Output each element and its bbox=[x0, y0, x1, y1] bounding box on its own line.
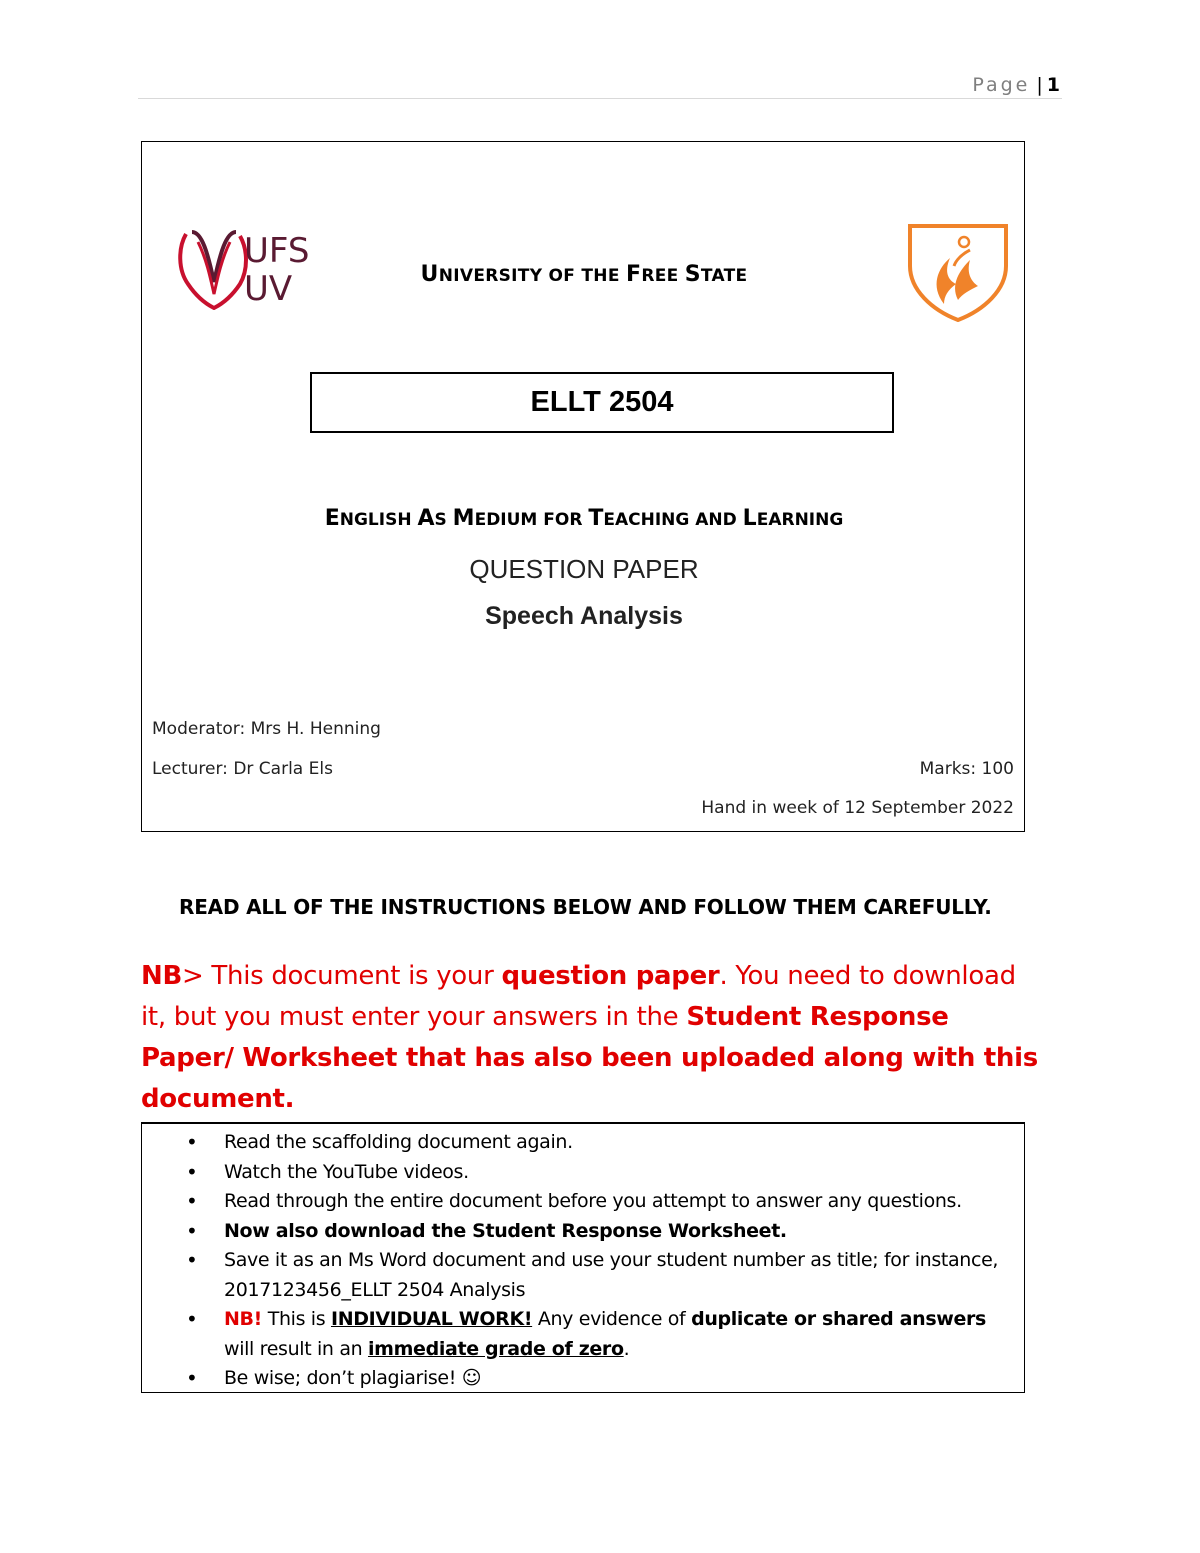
list-item: • Read the scaffolding document again. bbox=[142, 1128, 1002, 1158]
course-name: ENGLISH AS MEDIUM FOR TEACHING AND LEARNING bbox=[324, 506, 844, 531]
list-item: • Save it as an Ms Word document and use your student number as title; for instance, 2017123456_ELLT 2504 Analysis bbox=[142, 1246, 1002, 1305]
course-code: ELLT 2504 bbox=[530, 386, 674, 418]
instructions-box bbox=[141, 1122, 1025, 1393]
header-divider bbox=[138, 98, 1062, 99]
paper-type: QUESTION PAPER bbox=[469, 554, 699, 584]
list-item: • Be wise; don’t plagiarise! ☺ bbox=[142, 1364, 1002, 1394]
page-number: 1 bbox=[1046, 74, 1060, 96]
cover-box bbox=[141, 141, 1025, 832]
faculty-shield-icon bbox=[904, 220, 1012, 322]
moderator: Moderator: Mrs H. Henning bbox=[152, 719, 381, 739]
svg-text:UV: UV bbox=[244, 269, 293, 309]
page-number-label: Page | 1 bbox=[972, 74, 1060, 96]
lecturer: Lecturer: Dr Carla Els bbox=[152, 759, 333, 779]
hand-in-date: Hand in week of 12 September 2022 bbox=[701, 798, 1014, 818]
paper-title: Speech Analysis bbox=[485, 602, 683, 630]
marks: Marks: 100 bbox=[919, 759, 1014, 779]
instructions-heading: READ ALL OF THE INSTRUCTIONS BELOW AND FOLLOW THEM CAREFULLY. bbox=[179, 895, 992, 919]
nb-notice: NB> This document is your question paper. You need to download it, but you must enter your answers in the Student Response Paper/ Worksheet that has also been uploaded along with this document. bbox=[141, 961, 1038, 1114]
instructions-list bbox=[142, 1128, 1002, 1394]
smiley-icon: ☺ bbox=[461, 1367, 482, 1389]
course-code-box bbox=[310, 372, 894, 433]
list-item: • NB! This is INDIVIDUAL WORK! Any evidence of duplicate or shared answers will result in an immediate grade of zero. bbox=[142, 1305, 1002, 1364]
list-item: • Now also download the Student Response Worksheet. bbox=[142, 1217, 1002, 1247]
svg-text:UFS: UFS bbox=[244, 231, 310, 271]
list-item: • Read through the entire document before you attempt to answer any questions. bbox=[142, 1187, 1002, 1217]
list-item: • Watch the YouTube videos. bbox=[142, 1158, 1002, 1188]
university-name: UNIVERSITY OF THE FREE STATE bbox=[420, 262, 748, 287]
